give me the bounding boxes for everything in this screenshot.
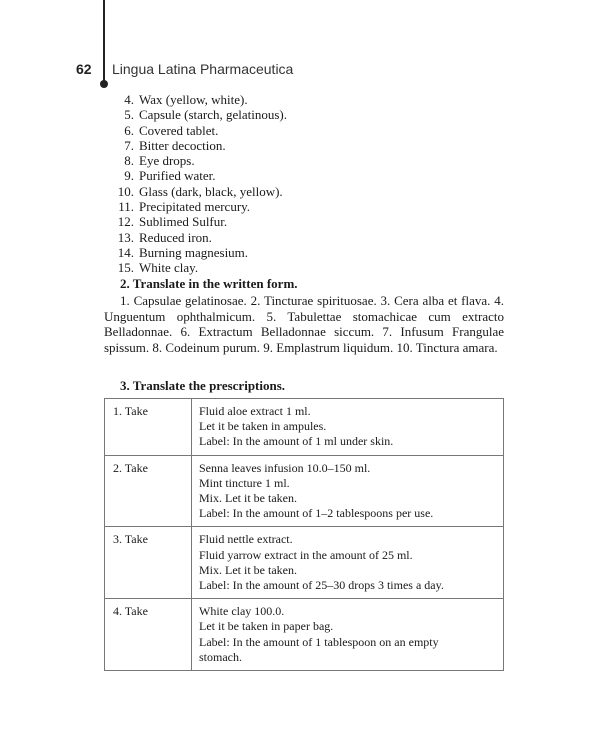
list-item (104, 260, 504, 275)
prescription-line: Mix. Let it be taken. (199, 562, 297, 577)
list-item-number: 5. (124, 107, 134, 123)
prescription-cell (192, 599, 504, 671)
list-item-number: 13. (117, 229, 134, 245)
list-item-number: 8. (124, 153, 134, 169)
section-3-heading: 3. Translate the prescriptions. (120, 378, 286, 393)
prescription-line: Let it be taken in ampules. (199, 419, 327, 434)
take-cell: 3. Take (105, 527, 192, 599)
list-item-text: Capsule (starch, gelatinous). (139, 107, 288, 123)
list-item-text: Burning magnesium. (139, 244, 249, 260)
take-cell: 2. Take (105, 455, 192, 527)
prescription-line: Fluid nettle extract. (199, 532, 293, 547)
prescription-line: White clay 100.0. (199, 604, 285, 619)
prescription-line: Label: In the amount of 1 ml under skin. (199, 434, 394, 449)
table-row (105, 455, 504, 527)
list-item-text: Wax (yellow, white). (139, 92, 248, 107)
list-item-number: 9. (124, 168, 134, 184)
prescription-line: Fluid yarrow extract in the amount of 25 ml. (199, 547, 413, 562)
prescription-line: Let it be taken in paper bag. (199, 619, 334, 634)
list-item-text: Purified water. (139, 168, 216, 184)
prescription-line: Mix. Let it be taken. (199, 491, 297, 506)
section-2-heading: 2. Translate in the written form. (120, 276, 298, 291)
table-row (105, 399, 504, 456)
table-row (105, 599, 504, 671)
table-row (105, 527, 504, 599)
list-item-number: 11. (118, 199, 134, 215)
list-item-text: Reduced iron. (139, 229, 212, 245)
list-item (104, 184, 504, 199)
header-rule (103, 0, 105, 84)
list-item-number: 12. (117, 214, 134, 230)
list-item (104, 230, 504, 245)
list-item (104, 92, 504, 107)
list-item (104, 138, 504, 153)
list-item-text: White clay. (139, 260, 199, 276)
list-item (104, 245, 504, 260)
list-item-text: Covered tablet. (139, 122, 219, 138)
take-cell: 4. Take (105, 599, 192, 671)
prescription-line: Label: In the amount of 1–2 tablespoons per use. (199, 506, 434, 521)
prescription-cell (192, 527, 504, 599)
list-item-number: 15. (117, 260, 134, 276)
list-item (104, 107, 504, 122)
list-item (104, 168, 504, 183)
list-item-text: Precipitated mercury. (139, 199, 251, 215)
prescription-line: Label: In the amount of 1 tablespoon on an empty (199, 634, 439, 649)
prescriptions-table (104, 398, 504, 671)
list-item-text: Glass (dark, black, yellow). (139, 183, 283, 199)
list-item-text: Eye drops. (139, 153, 195, 169)
list-item (104, 199, 504, 214)
section-2-paragraph: 1. Capsulae gelatinosae. 2. Tincturae spirituosae. 3. Cera alba et flava. 4. Unguentum ophthalmicum. 5. Tabulettae stomachicae cum extracto Belladonnae. 6. Extractum Belladonnae siccum. 7. Infusum Frangulae spissum. 8. Codeinum purum. 9. Emplastrum liquidum. 10. Tinctura amara. (104, 293, 504, 355)
list-item (104, 123, 504, 138)
running-title: Lingua Latina Pharmaceutica (112, 61, 294, 77)
header-rule-dot (100, 80, 108, 88)
prescription-cell (192, 455, 504, 527)
prescription-line: Label: In the amount of 25–30 drops 3 times a day. (199, 578, 444, 593)
prescription-line: Senna leaves infusion 10.0–150 ml. (199, 460, 371, 475)
take-cell: 1. Take (105, 399, 192, 456)
prescription-cell (192, 399, 504, 456)
prescription-line: Mint tincture 1 ml. (199, 475, 290, 490)
list-item-text: Bitter decoction. (139, 137, 226, 153)
list-item (104, 214, 504, 229)
prescription-line: stomach. (199, 649, 242, 664)
list-item-number: 4. (124, 92, 134, 107)
list-item-number: 14. (117, 244, 134, 260)
page-number: 62 (76, 61, 92, 77)
list-item-text: Sublimed Sulfur. (139, 214, 228, 230)
prescription-line: Fluid aloe extract 1 ml. (199, 404, 311, 418)
list-item-number: 6. (124, 122, 134, 138)
vocabulary-list (104, 92, 504, 276)
list-item (104, 153, 504, 168)
list-item-number: 7. (124, 137, 134, 153)
list-item-number: 10. (117, 183, 134, 199)
